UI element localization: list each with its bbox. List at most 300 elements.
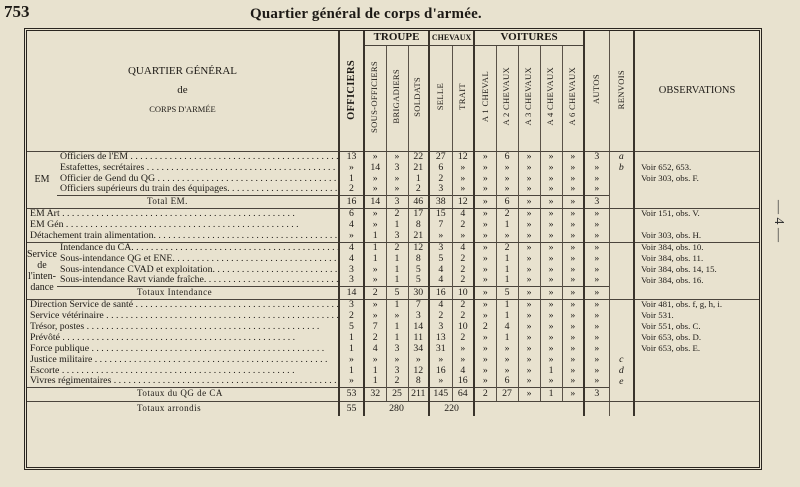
cell: 5 [408, 264, 429, 275]
cell: 1 [339, 365, 364, 376]
cell: 8 [408, 219, 429, 230]
cell: 12 [452, 151, 474, 162]
cell: 4 [452, 208, 474, 219]
row-label: Totaux Intendance [57, 286, 339, 299]
cell: » [474, 365, 496, 376]
cell: » [364, 264, 386, 275]
cell: » [408, 354, 429, 365]
cell: » [518, 162, 540, 173]
row-label: Officier de Gend du QG . . . [57, 173, 339, 184]
cell: 6 [496, 376, 518, 387]
cell: » [518, 219, 540, 230]
table-row [27, 376, 759, 387]
cell: » [518, 208, 540, 219]
table-row [27, 332, 759, 343]
total-row [27, 387, 759, 401]
section-label-line: de [37, 259, 47, 271]
cell: » [540, 299, 562, 310]
cell: 3 [386, 195, 408, 208]
cell: 1 [496, 219, 518, 230]
cell: 2 [452, 253, 474, 264]
row-label: Estafettes, secrétaires . . . [57, 162, 339, 173]
cell: » [364, 275, 386, 286]
header-chevaux: CHEVAUX [429, 31, 474, 45]
cell: » [496, 162, 518, 173]
table-row [27, 275, 759, 286]
row-label: Vivres régimentaires . . . [27, 376, 339, 387]
cell: » [562, 310, 584, 321]
observation-cell [634, 195, 759, 208]
cell: 3 [386, 343, 408, 354]
cell: » [429, 376, 452, 387]
table-row [27, 184, 759, 195]
row-label: Officiers supérieurs du train des équipages. . . . [57, 184, 339, 195]
cell: 3 [386, 162, 408, 173]
cell: » [364, 184, 386, 195]
cell: 3 [386, 365, 408, 376]
cell: » [339, 354, 364, 365]
table-row [27, 230, 759, 242]
header-voitures: VOITURES [474, 31, 584, 45]
cell: 6 [496, 151, 518, 162]
cell: 7 [429, 219, 452, 230]
cell: 16 [452, 376, 474, 387]
renvoi-cell [609, 401, 634, 416]
table-row [27, 242, 759, 253]
observation-cell [634, 376, 759, 387]
cell: » [474, 173, 496, 184]
renvoi-cell [609, 195, 634, 208]
observation-cell [634, 151, 759, 162]
cell: 1 [364, 376, 386, 387]
cell: » [518, 387, 540, 401]
cell: » [364, 219, 386, 230]
renvoi-cell [609, 321, 634, 332]
cell: 220 [429, 401, 474, 416]
header-a1-cheval: A 1 CHEVAL [474, 45, 496, 151]
cell: » [474, 208, 496, 219]
cell: 27 [429, 151, 452, 162]
cell: » [562, 376, 584, 387]
cell: » [584, 162, 609, 173]
cell: » [562, 173, 584, 184]
observation-cell [634, 286, 759, 299]
observation-cell [634, 401, 759, 416]
cell: » [496, 230, 518, 242]
cell: » [364, 299, 386, 310]
cell: » [474, 230, 496, 242]
cell: » [584, 230, 609, 242]
cell: » [540, 242, 562, 253]
cell: » [496, 354, 518, 365]
cell: » [474, 286, 496, 299]
cell: » [584, 286, 609, 299]
cell: 1 [386, 219, 408, 230]
header-title-line: de [177, 84, 188, 97]
header-brigadiers: BRIGADIERS [386, 45, 408, 151]
cell: » [518, 184, 540, 195]
renvoi-cell [609, 343, 634, 354]
table-row [27, 162, 759, 173]
total-row [27, 286, 759, 299]
cell: » [562, 219, 584, 230]
cell: 4 [429, 275, 452, 286]
cell: » [452, 230, 474, 242]
cell: 32 [364, 387, 386, 401]
renvoi-cell [609, 332, 634, 343]
cell: 16 [429, 365, 452, 376]
cell: 11 [408, 332, 429, 343]
cell: 2 [339, 184, 364, 195]
cell: » [540, 321, 562, 332]
observation-cell [634, 365, 759, 376]
renvoi-cell [609, 173, 634, 184]
cell: » [518, 286, 540, 299]
table-row [27, 365, 759, 376]
cell: » [364, 354, 386, 365]
cell: » [584, 275, 609, 286]
cell: » [474, 275, 496, 286]
cell: » [518, 264, 540, 275]
cell: » [584, 354, 609, 365]
cell: » [474, 299, 496, 310]
renvoi-cell: d [609, 365, 634, 376]
cell: » [584, 332, 609, 343]
cell: 1 [339, 173, 364, 184]
cell: » [562, 365, 584, 376]
section-label-intendance [27, 242, 57, 299]
cell: 2 [452, 332, 474, 343]
cell: » [452, 354, 474, 365]
side-page-note: — 4 — [771, 200, 786, 242]
cell: » [518, 310, 540, 321]
observation-cell: Voir 303, obs. F. [634, 173, 759, 184]
cell: » [584, 184, 609, 195]
cell: » [474, 253, 496, 264]
cell: 1 [386, 332, 408, 343]
cell: 2 [429, 310, 452, 321]
cell: » [540, 195, 562, 208]
cell: 16 [429, 286, 452, 299]
header-troupe: TROUPE [364, 31, 429, 45]
cell: 7 [408, 299, 429, 310]
observation-cell: Voir 652, 653. [634, 162, 759, 173]
cell: » [474, 151, 496, 162]
cell: 4 [364, 343, 386, 354]
cell: » [386, 173, 408, 184]
cell: 4 [496, 321, 518, 332]
renvoi-cell [609, 219, 634, 230]
cell: 6 [429, 162, 452, 173]
row-label: EM Art . . . [27, 208, 339, 219]
cell: » [518, 321, 540, 332]
cell: » [540, 208, 562, 219]
cell: 2 [496, 242, 518, 253]
cell: » [339, 376, 364, 387]
observation-cell: Voir 653, obs. D. [634, 332, 759, 343]
cell: » [364, 310, 386, 321]
row-label: Trésor, postes . . . [27, 321, 339, 332]
cell: 3 [339, 275, 364, 286]
renvoi-cell [609, 275, 634, 286]
header-sous-officiers: SOUS-OFFICIERS [364, 45, 386, 151]
header-autos: AUTOS [584, 31, 609, 151]
row-label: Escorte . . . [27, 365, 339, 376]
cell: » [518, 365, 540, 376]
cell: 4 [339, 219, 364, 230]
cell: 13 [429, 332, 452, 343]
cell: » [540, 264, 562, 275]
cell: » [474, 184, 496, 195]
cell: » [386, 310, 408, 321]
cell: 12 [452, 195, 474, 208]
cell: » [584, 242, 609, 253]
cell: » [452, 162, 474, 173]
cell: 2 [364, 332, 386, 343]
header-trait: TRAIT [452, 45, 474, 151]
cell: 1 [496, 332, 518, 343]
observation-cell [634, 354, 759, 365]
observation-cell: Voir 303, obs. H. [634, 230, 759, 242]
cell: » [562, 332, 584, 343]
cell: 2 [452, 275, 474, 286]
cell: » [540, 184, 562, 195]
table-row [27, 354, 759, 365]
cell: » [562, 286, 584, 299]
cell: » [584, 219, 609, 230]
cell [584, 401, 609, 416]
cell: 3 [386, 230, 408, 242]
renvoi-cell: b [609, 162, 634, 173]
header-title-cell [27, 31, 339, 151]
cell: 2 [339, 310, 364, 321]
renvoi-cell: a [609, 151, 634, 162]
cell: 12 [408, 242, 429, 253]
table-row [27, 253, 759, 264]
cell: » [562, 230, 584, 242]
cell: » [540, 332, 562, 343]
cell: » [540, 151, 562, 162]
row-label: Intendance du CA. . . . [57, 242, 339, 253]
cell: 211 [408, 387, 429, 401]
cell: » [562, 354, 584, 365]
cell: 2 [474, 387, 496, 401]
cell: 2 [452, 219, 474, 230]
cell: 1 [364, 253, 386, 264]
row-label: Totaux du QG de CA [27, 387, 339, 401]
cell: 2 [474, 321, 496, 332]
header-renvois: RENVOIS [609, 31, 634, 151]
cell: 4 [429, 299, 452, 310]
cell: » [518, 275, 540, 286]
cell: 14 [339, 286, 364, 299]
cell: 1 [339, 343, 364, 354]
cell: » [584, 299, 609, 310]
row-label: Sous-intendance Ravt viande fraîche. . . . [57, 275, 339, 286]
cell: » [518, 299, 540, 310]
cell: 3 [584, 151, 609, 162]
table-row [27, 299, 759, 310]
cell: » [496, 343, 518, 354]
cell: » [562, 195, 584, 208]
cell: » [562, 343, 584, 354]
header-observations: OBSERVATIONS [634, 31, 759, 151]
cell: » [518, 151, 540, 162]
cell: 1 [364, 230, 386, 242]
cell: 1 [496, 310, 518, 321]
cell: 38 [429, 195, 452, 208]
total-row [27, 195, 759, 208]
cell: » [584, 321, 609, 332]
cell: 3 [429, 321, 452, 332]
table-row [27, 151, 759, 162]
cell: 3 [584, 195, 609, 208]
cell: » [562, 264, 584, 275]
row-label: EM Gén . . . [27, 219, 339, 230]
table-row [27, 264, 759, 275]
cell: » [364, 208, 386, 219]
header-a6-chevaux: A 6 CHEVAUX [562, 45, 584, 151]
cell: 25 [386, 387, 408, 401]
cell: 6 [496, 195, 518, 208]
cell: 8 [408, 253, 429, 264]
row-label: Détachement train alimentation. . . . [27, 230, 339, 242]
row-label: Total EM. [57, 195, 339, 208]
cell: 4 [429, 264, 452, 275]
cell: » [518, 173, 540, 184]
table-row [27, 208, 759, 219]
cell: » [474, 264, 496, 275]
cell: 1 [386, 321, 408, 332]
renvoi-cell [609, 184, 634, 195]
cell: » [584, 264, 609, 275]
cell: 7 [364, 321, 386, 332]
rounded-total-row [27, 401, 759, 416]
table-row [27, 321, 759, 332]
cell: » [474, 332, 496, 343]
cell: 34 [408, 343, 429, 354]
cell: 2 [452, 299, 474, 310]
cell: 145 [429, 387, 452, 401]
cell: 2 [386, 376, 408, 387]
cell: 3 [429, 242, 452, 253]
cell: » [496, 365, 518, 376]
observation-cell: Voir 481, obs. f, g, h, i. [634, 299, 759, 310]
cell: » [562, 275, 584, 286]
cell: » [540, 219, 562, 230]
cell: 4 [452, 242, 474, 253]
header-a2-chevaux: A 2 CHEVAUX [496, 45, 518, 151]
cell: 1 [540, 387, 562, 401]
cell: » [518, 230, 540, 242]
cell: » [540, 230, 562, 242]
cell: » [540, 275, 562, 286]
table-body [27, 151, 759, 416]
cell: » [452, 184, 474, 195]
cell: » [474, 343, 496, 354]
row-label: Sous-intendance CVAD et exploitation. . . . [57, 264, 339, 275]
cell: 1 [364, 365, 386, 376]
observation-cell: Voir 384, obs. 16. [634, 275, 759, 286]
cell: » [386, 151, 408, 162]
cell: » [518, 253, 540, 264]
cell: 5 [429, 253, 452, 264]
cell: » [540, 376, 562, 387]
row-label: Officiers de l'EM . . . [57, 151, 339, 162]
table-row [27, 219, 759, 230]
cell: » [540, 310, 562, 321]
cell: 13 [339, 151, 364, 162]
cell: 46 [408, 195, 429, 208]
cell [474, 401, 584, 416]
cell: » [452, 343, 474, 354]
cell: 1 [496, 264, 518, 275]
cell: 1 [496, 253, 518, 264]
cell: » [562, 184, 584, 195]
cell: 1 [386, 299, 408, 310]
cell: 2 [496, 208, 518, 219]
row-label: Justice militaire . . . [27, 354, 339, 365]
row-label: Service vétérinaire . . . [27, 310, 339, 321]
observation-cell: Voir 653, obs. E. [634, 343, 759, 354]
cell: 10 [452, 286, 474, 299]
cell: 5 [496, 286, 518, 299]
renvoi-cell [609, 230, 634, 242]
renvoi-cell [609, 310, 634, 321]
header-title-line: CORPS D'ARMÉE [149, 104, 216, 115]
cell: 1 [496, 275, 518, 286]
cell: » [562, 253, 584, 264]
cell: 5 [386, 286, 408, 299]
cell: 3 [339, 299, 364, 310]
cell: » [540, 253, 562, 264]
cell: 1 [540, 365, 562, 376]
cell: » [540, 162, 562, 173]
cell: 4 [339, 242, 364, 253]
cell: » [562, 299, 584, 310]
cell: 12 [408, 365, 429, 376]
cell: 31 [429, 343, 452, 354]
cell: 5 [408, 275, 429, 286]
cell: » [562, 387, 584, 401]
cell: 64 [452, 387, 474, 401]
table-row [27, 310, 759, 321]
cell: » [584, 208, 609, 219]
cell: 8 [408, 376, 429, 387]
cell: » [474, 242, 496, 253]
header-a3-chevaux: A 3 CHEVAUX [518, 45, 540, 151]
cell: » [429, 354, 452, 365]
observation-cell: Voir 151, obs. V. [634, 208, 759, 219]
cell: 30 [408, 286, 429, 299]
renvoi-cell [609, 253, 634, 264]
cell: » [518, 195, 540, 208]
row-label: Direction Service de santé . . . [27, 299, 339, 310]
observation-cell [634, 184, 759, 195]
cell: 10 [452, 321, 474, 332]
cell: » [562, 208, 584, 219]
observation-cell: Voir 384, obs. 11. [634, 253, 759, 264]
cell: » [474, 219, 496, 230]
cell: 4 [452, 365, 474, 376]
cell: » [518, 376, 540, 387]
cell: » [339, 230, 364, 242]
cell: » [584, 310, 609, 321]
cell: » [540, 343, 562, 354]
header-a4-chevaux: A 4 CHEVAUX [540, 45, 562, 151]
observation-cell: Voir 551, obs. C. [634, 321, 759, 332]
section-label-line: Service [27, 248, 57, 260]
